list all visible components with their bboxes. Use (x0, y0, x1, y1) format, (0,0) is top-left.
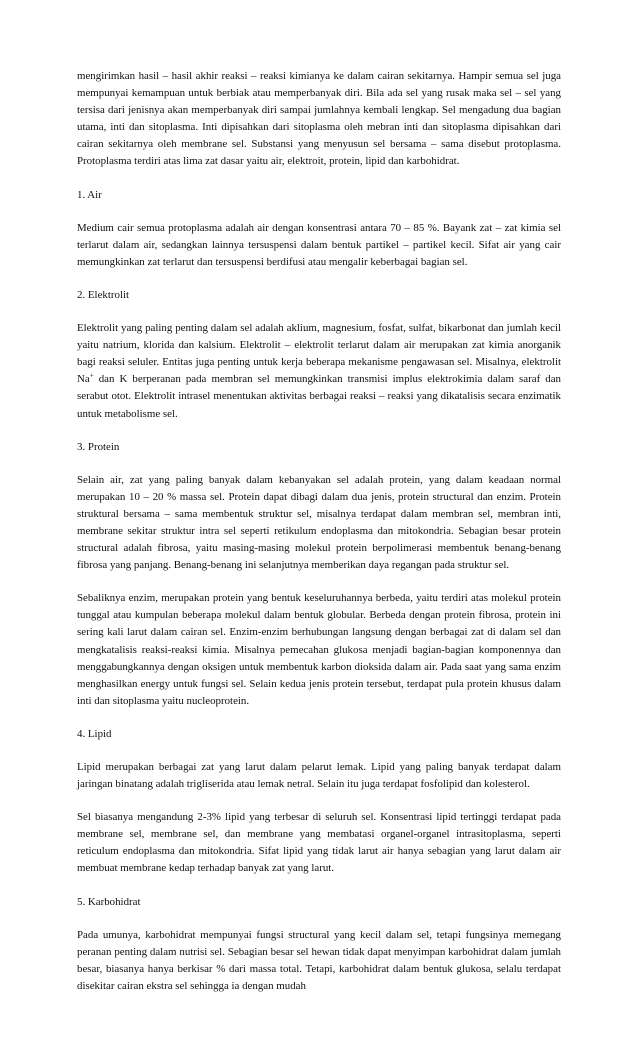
karbohidrat-paragraph: Pada umunya, karbohidrat mempunyai fungsi structural yang kecil dalam sel, tetapi fungsinya memegang peranan penting dalam nutrisi sel. Sebagian besar sel hewan tidak dapat menyimpan karbohidrat dalam jumlah besar, biasanya hanya berkisar % dari massa total. Tetapi, karbohidrat dalam bentuk glukosa, selalu terdapat disekitar cairan ekstra sel sehingga ia dengan mudah (77, 928, 561, 992)
intro-paragraph: mengirimkan hasil – hasil akhir reaksi – reaksi kimianya ke dalam cairan sekitarnya. Hampir semua sel juga mempunyai kemampuan untuk berbiak atau memperbanyak diri. Bila ada sel yang rusak maka sel – sel yang tersisa dari jenisnya akan memperbanyak diri sampai jumlahnya kembali lengkap. Sel mengadung dua bagian utama, inti dan sitoplasma. Inti dipisahkan dari sitoplasma oleh mebran inti dan sitoplasma dipisahkan dari cairan sekitarnya oleh membrane sel. Substansi yang menyusun sel bersama – sama disebut protoplasma. Protoplasma terdiri atas lima zat dasar yaitu air, elektroit, protein, lipid dan karbohidrat. (77, 70, 561, 168)
elektrolit-paragraph (77, 320, 561, 423)
lipid-paragraph-2: Sel biasanya mengandung 2-3% lipid yang terbesar di seluruh sel. Konsentrasi lipid tertinggi terdapat pada membrane sel, membrane sel, dan membrane yang membatasi organel-organel intrasitoplasma, seperti reticulum endoplasma dan mitokondria. Sifat lipid yang tidak larut air hanya sebagian yang larut dalam air membuat membrane kedap terhadap banyak zat yang larut. (77, 811, 561, 875)
protein-paragraph-1: Selain air, zat yang paling banyak dalam kebanyakan sel adalah protein, yang dalam keadaan normal merupakan 10 – 20 % massa sel. Protein dapat dibagi dalam dua jenis, protein structural dan enzim. Protein struktural bersama – sama membentuk struktur sel, misalnya terdapat dalam membran sel, membran inti, membrane sekitar struktur intra sel seperti retikulum endoplasma dan mitokondria. Sebagian besar protein structural adalah fibrosa, yaitu masing-masing molekul protein berpolimerasi membentuk benang-benang fibrosa yang panjang. Benang-benang ini selanjutnya memberikan daya regangan pada struktur sel. (77, 473, 561, 572)
lipid-paragraph-1: Lipid merupakan berbagai zat yang larut dalam pelarut lemak. Lipid yang paling banyak terdapat dalam jaringan binatang adalah trigliserida atau lemak netral. Selain itu juga terdapat fosfolipid dan kolesterol. (77, 761, 561, 791)
air-paragraph: Medium cair semua protoplasma adalah air dengan konsentrasi antara 70 – 85 %. Bayank zat – zat kimia sel terlarut dalam air, sedangkan lainnya tersuspensi dalam bentuk partikel – partikel kecil. Sifat air yang cair memungkinkan zat terlarut dan tersuspensi berdifusi atau mengalir keberbagai bagian sel. (77, 221, 561, 268)
elektrolit-text-b: dan K berperanan pada membran sel memungkinkan transmisi implus elektrokimia dalam saraf dan serabut otot. Elektrolit intrasel menentukan aktivitas berbagai reaksi – reaksi yang dikatalisis secara enzimatik untuk metabolisme sel. (77, 373, 561, 420)
heading-karbohidrat: 5. Karbohidrat (77, 895, 141, 908)
heading-air: 1. Air (77, 188, 102, 201)
elektrolit-text-a: Elektrolit yang paling penting dalam sel adalah aklium, magnesium, fosfat, sulfat, bikarbonat dan jumlah kecil yaitu natrium, klorida dan kalsium. Elektrolit – elektrolit terlarut dalam air merupakan zat kimia anorganik bagi reaksi seluler. Entitas juga penting untuk kerja beberapa mekanisme pengawasan sel. Misalnya, elektrolit Na (77, 322, 561, 386)
protein-paragraph-2: Sebaliknya enzim, merupakan protein yang bentuk keseluruhannya berbeda, yaitu terdiri atas molekul protein tunggal atau kumpulan beberapa molekul dalam bentuk globular. Berbeda dengan protein fibrosa, protein ini sering kali larut dalam cairan sel. Enzim-enzim berhubungan langsung dengan berbagai zat di dalam sel dan mengkatalisis reaksi-reaksi kimia. Misalnya pemecahan glukosa menjadi bagian-bagian komponennya dan menggabungkannya dengan oksigen untuk membentuk karbon dioksida dalam air. Pada saat yang sama enzim menghasilkan energy untuk fungsi sel. Selain kedua jenis protein tersebut, terdapat pula protein khusus dalam inti dan sitoplasma yaitu nucleoprotein. (77, 592, 561, 707)
heading-elektrolit: 2. Elektrolit (77, 288, 130, 301)
heading-lipid: 4. Lipid (77, 727, 112, 740)
heading-protein: 3. Protein (77, 440, 120, 453)
document-page (77, 68, 561, 1011)
sodium-superscript: + (89, 371, 94, 380)
